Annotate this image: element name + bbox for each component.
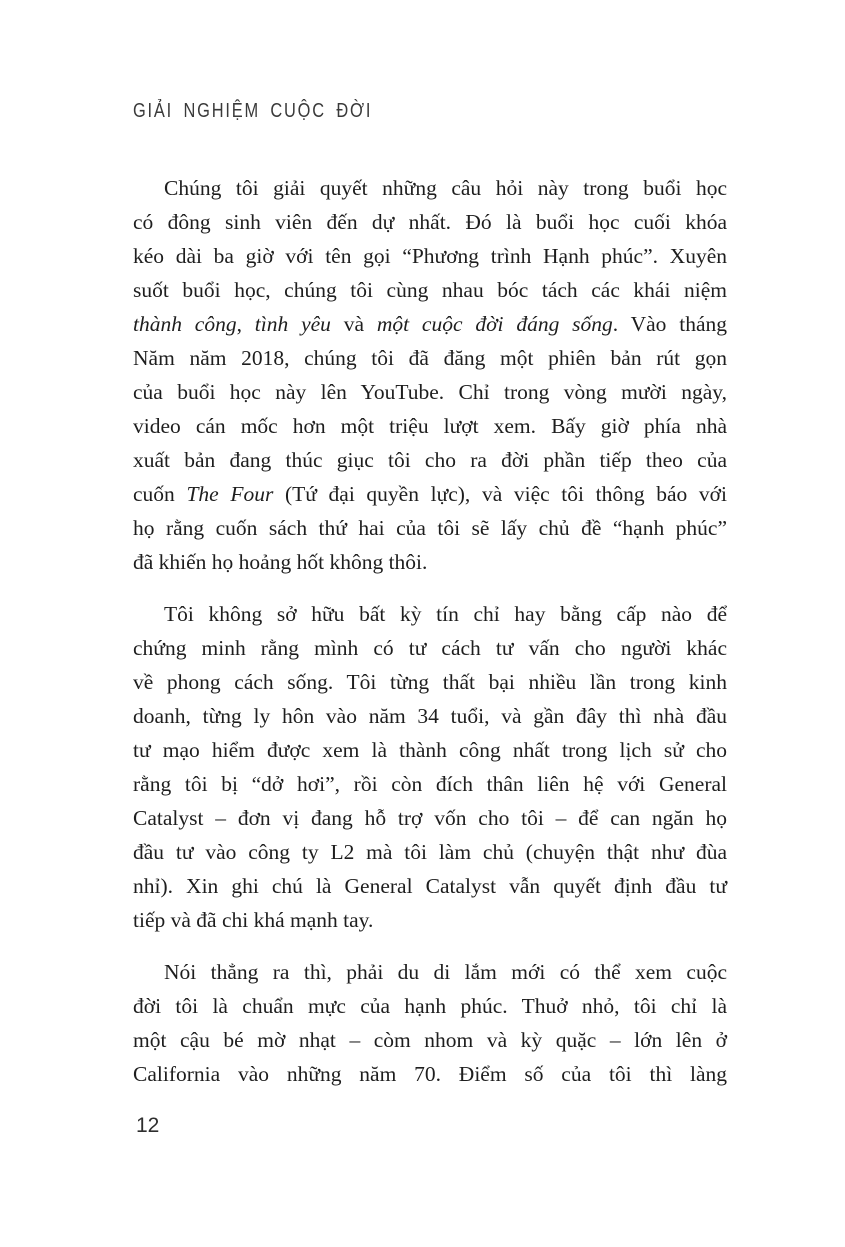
- text-segment: về phong cách sống. Tôi từng thất bại nhiều lần trong kinh: [133, 670, 727, 694]
- text-line: [133, 801, 727, 835]
- text-line: [133, 733, 727, 767]
- italic-text-segment: The Four: [186, 482, 274, 506]
- text-line: [133, 545, 727, 579]
- italic-text-segment: tình yêu: [254, 312, 331, 336]
- text-line: [133, 631, 727, 665]
- text-segment: California vào những năm 70. Điểm số của tôi thì làng: [133, 1062, 727, 1086]
- italic-text-segment: thành công: [133, 312, 237, 336]
- text-segment: suốt buổi học, chúng tôi cùng nhau bóc tách các khái niệm: [133, 278, 727, 302]
- text-segment: đầu tư vào công ty L2 mà tôi làm chủ (chuyện thật như đùa: [133, 840, 727, 864]
- text-line: [133, 767, 727, 801]
- text-line: [133, 835, 727, 869]
- paragraph: [133, 955, 727, 1091]
- text-line: [133, 903, 727, 937]
- text-segment: đã khiến họ hoảng hốt không thôi.: [133, 550, 428, 574]
- text-segment: Catalyst – đơn vị đang hỗ trợ vốn cho tôi – để can ngăn họ: [133, 806, 727, 830]
- text-line: [133, 443, 727, 477]
- text-segment: đời tôi là chuẩn mực của hạnh phúc. Thuở nhỏ, tôi chỉ là: [133, 994, 727, 1018]
- running-header: GIẢI NGHIỆM CUỘC ĐỜI: [133, 100, 373, 122]
- paragraph: [133, 171, 727, 579]
- text-line: [133, 205, 727, 239]
- text-segment: xuất bản đang thúc giục tôi cho ra đời phần tiếp theo của: [133, 448, 727, 472]
- text-line: [133, 341, 727, 375]
- text-segment: doanh, từng ly hôn vào năm 34 tuổi, và gần đây thì nhà đầu: [133, 704, 727, 728]
- text-line: [133, 511, 727, 545]
- text-line: [133, 869, 727, 903]
- text-segment: Nói thẳng ra thì, phải du di lắm mới có thể xem cuộc: [164, 960, 727, 984]
- text-line: [133, 477, 727, 511]
- text-segment: Chúng tôi giải quyết những câu hỏi này trong buổi học: [164, 176, 727, 200]
- text-line: [133, 239, 727, 273]
- text-line: [133, 1057, 727, 1091]
- text-line: [133, 307, 727, 341]
- text-segment: tư mạo hiểm được xem là thành công nhất trong lịch sử cho: [133, 738, 727, 762]
- text-line: [133, 597, 727, 631]
- text-line: [133, 409, 727, 443]
- text-segment: họ rằng cuốn sách thứ hai của tôi sẽ lấy chủ đề “hạnh phúc”: [133, 516, 727, 540]
- text-segment: tiếp và đã chi khá mạnh tay.: [133, 908, 374, 932]
- text-line: [133, 699, 727, 733]
- text-segment: Năm năm 2018, chúng tôi đã đăng một phiên bản rút gọn: [133, 346, 727, 370]
- text-segment: chứng minh rằng mình có tư cách tư vấn cho người khác: [133, 636, 727, 660]
- text-line: [133, 665, 727, 699]
- text-segment: của buổi học này lên YouTube. Chỉ trong vòng mười ngày,: [133, 380, 727, 404]
- text-segment: rằng tôi bị “dở hơi”, rồi còn đích thân liên hệ với General: [133, 772, 727, 796]
- text-block: [133, 171, 727, 1091]
- text-segment: . Vào tháng: [612, 312, 727, 336]
- text-line: [133, 171, 727, 205]
- text-segment: ,: [236, 312, 255, 336]
- text-line: [133, 1023, 727, 1057]
- paragraph: [133, 597, 727, 937]
- page-number: 12: [136, 1114, 160, 1137]
- text-segment: Tôi không sở hữu bất kỳ tín chỉ hay bằng cấp nào để: [164, 602, 727, 626]
- text-line: [133, 989, 727, 1023]
- text-line: [133, 273, 727, 307]
- text-line: [133, 375, 727, 409]
- italic-text-segment: một cuộc đời đáng sống: [376, 312, 613, 336]
- text-segment: cuốn: [133, 482, 187, 506]
- text-segment: kéo dài ba giờ với tên gọi “Phương trình Hạnh phúc”. Xuyên: [133, 244, 727, 268]
- text-segment: video cán mốc hơn một triệu lượt xem. Bấy giờ phía nhà: [133, 414, 727, 438]
- text-line: [133, 955, 727, 989]
- text-segment: một cậu bé mờ nhạt – còm nhom và kỳ quặc – lớn lên ở: [133, 1028, 727, 1052]
- text-segment: (Tứ đại quyền lực), và việc tôi thông báo với: [273, 482, 728, 506]
- text-segment: nhỉ). Xin ghi chú là General Catalyst vẫn quyết định đầu tư: [133, 874, 727, 898]
- text-segment: có đông sinh viên đến dự nhất. Đó là buổi học cuối khóa: [133, 210, 727, 234]
- text-segment: và: [330, 312, 377, 336]
